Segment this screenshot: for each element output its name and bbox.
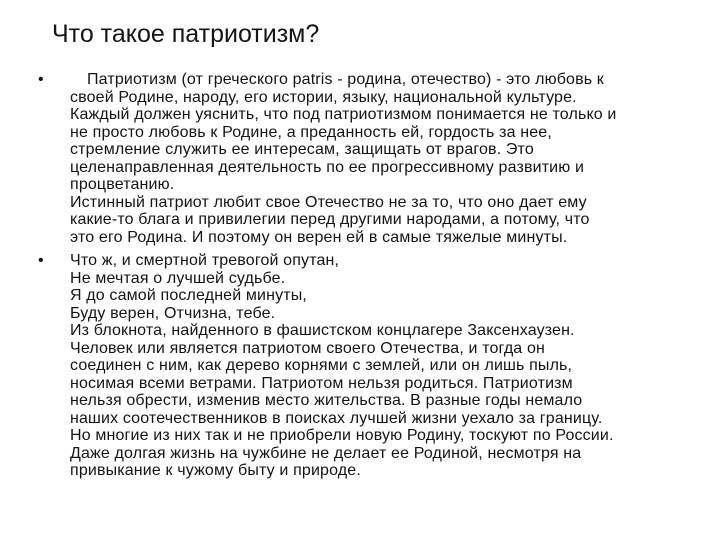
text-line: Я до самой последней минуты, (70, 287, 308, 304)
slide-title: Что такое патриотизм? (52, 20, 320, 48)
text-line: привыкание к чужому быту и природе. (70, 462, 361, 479)
text-line: Но многие из них так и не приобрели новую Родину, тоскуют по России. (70, 427, 614, 444)
text-line: Даже долгая жизнь на чужбине не делает ее Родиной, несмотря на (70, 444, 582, 462)
bullet-text (70, 71, 710, 246)
text-line: своей Родине, народу, его истории, языку, национальной культуре. (70, 88, 577, 106)
text-line: Каждый должен уяснить, что под патриотизмом понимается не только и (70, 106, 617, 123)
text-line: Из блокнота, найденного в фашистском концлагере Заксенхаузен. (70, 322, 575, 339)
text-line: нельзя обрести, изменив место жительства. В разные годы немало (70, 392, 583, 409)
text-line: Буду верен, Отчизна, тебе. (70, 304, 276, 322)
text-line: целенаправленная деятельность по ее прогрессивному развитию и (70, 158, 585, 176)
text-line: соединен с ним, как дерево корнями с землей, или он лишь пыль, (70, 357, 573, 374)
text-line: наших соотечественников в поисках лучшей жизни уехало за границу. (70, 409, 603, 427)
text-line: носимая всеми ветрами. Патриотом нельзя родиться. Патриотизм (70, 374, 573, 392)
text-line: это его Родина. И поэтому он верен ей в самые тяжелые минуты. (70, 228, 568, 246)
text-line: стремление служить ее интересам, защищать от врагов. Это (70, 141, 534, 158)
bullet-marker: • (38, 252, 44, 269)
bullet-marker: • (38, 71, 44, 88)
text-line: Истинный патриот любит свое Отечество не за то, что оно дает ему (70, 193, 587, 211)
text-line: процветанию. (70, 176, 175, 193)
text-line: Что ж, и смертной тревогой опутан, (70, 252, 340, 269)
text-line: какие-то блага и привилегии перед другими народами, а потому, что (70, 211, 590, 228)
text-line: Человек или является патриотом своего Отечества, и тогда он (70, 339, 545, 357)
bullet-text (70, 252, 710, 480)
text-line: Патриотизм (от греческого patris - родина, отечество) - это любовь к (87, 71, 604, 88)
text-line: не просто любовь к Родине, а преданность ей, гордость за нее, (70, 123, 552, 141)
text-line: Не мечтая о лучшей судьбе. (70, 269, 286, 287)
